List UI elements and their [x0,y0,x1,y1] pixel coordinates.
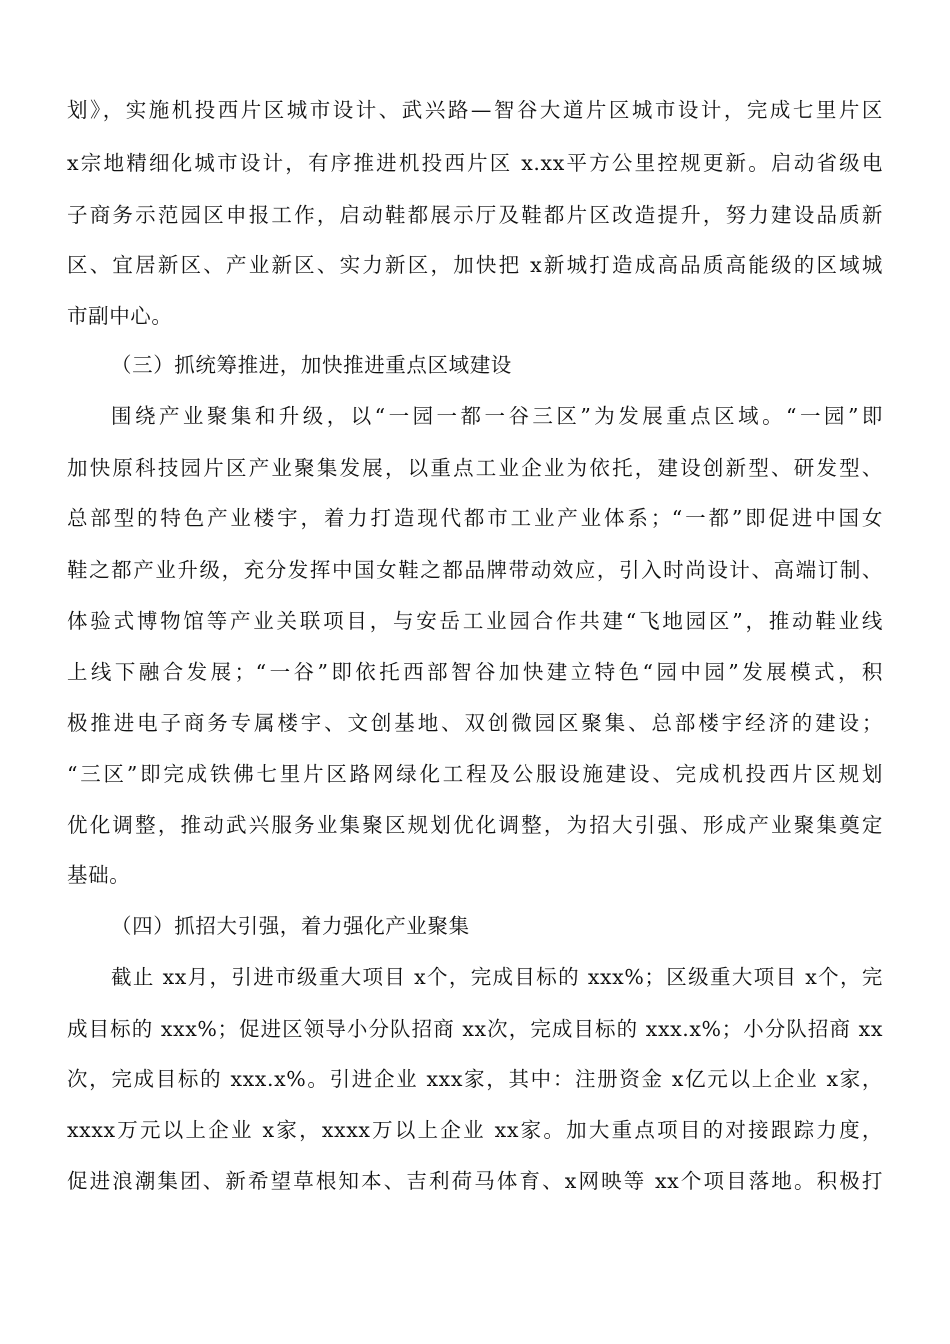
paragraph-line: 次，完成目标的 xxx.x%。引进企业 xxx家，其中：注册资金 x亿元以上企业 x家， [67,1067,883,1091]
paragraph-line: 基础。 [67,863,131,887]
section-heading: （四）抓招大引强，着力强化产业聚集 [111,914,470,938]
paragraph-line: 截止 xx月，引进市级重大项目 x个，完成目标的 xxx%；区级重大项目 x个，完 [111,965,883,989]
paragraph-line: xxxx万元以上企业 x家，xxxx万以上企业 xx家。加大重点项目的对接跟踪力度， [67,1118,883,1142]
paragraph-line: 划》，实施机投西片区城市设计、武兴路—智谷大道片区城市设计，完成七里片区 [67,98,883,122]
paragraph-line: 围绕产业聚集和升级，以“一园一都一谷三区”为发展重点区域。“一园”即 [111,404,883,428]
paragraph-line: 市副中心。 [67,304,173,328]
paragraph-line: x宗地精细化城市设计，有序推进机投西片区 x.xx平方公里控规更新。启动省级电 [67,151,883,175]
paragraph-line: 成目标的 xxx%；促进区领导小分队招商 xx次，完成目标的 xxx.x%；小分队招商 xx [67,1017,883,1041]
paragraph-line: 子商务示范园区申报工作，启动鞋都展示厅及鞋都片区改造提升，努力建设品质新 [67,203,883,227]
paragraph-line: “三区”即完成铁佛七里片区路网绿化工程及公服设施建设、完成机投西片区规划 [67,762,883,786]
paragraph-line: 极推进电子商务专属楼宇、文创基地、双创微园区聚集、总部楼宇经济的建设； [67,711,883,735]
paragraph-line: 加快原科技园片区产业聚集发展，以重点工业企业为依托，建设创新型、研发型、 [67,456,883,480]
paragraph-line: 区、宜居新区、产业新区、实力新区，加快把 x新城打造成高品质高能级的区域城 [67,253,883,277]
paragraph-line: 上线下融合发展；“一谷”即依托西部智谷加快建立特色“园中园”发展模式，积 [67,660,883,684]
paragraph-line: 促进浪潮集团、新希望草根知本、吉利荷马体育、x网映等 xx个项目落地。积极打 [67,1169,883,1193]
section-heading: （三）抓统筹推进，加快推进重点区域建设 [111,353,512,377]
paragraph-line: 鞋之都产业升级，充分发挥中国女鞋之都品牌带动效应，引入时尚设计、高端订制、 [67,558,883,582]
paragraph-line: 总部型的特色产业楼宇，着力打造现代都市工业产业体系；“一都”即促进中国女 [67,506,883,530]
paragraph-line: 优化调整，推动武兴服务业集聚区规划优化调整，为招大引强、形成产业聚集奠定 [67,813,883,837]
paragraph-line: 体验式博物馆等产业关联项目，与安岳工业园合作共建“飞地园区”，推动鞋业线 [67,609,883,633]
